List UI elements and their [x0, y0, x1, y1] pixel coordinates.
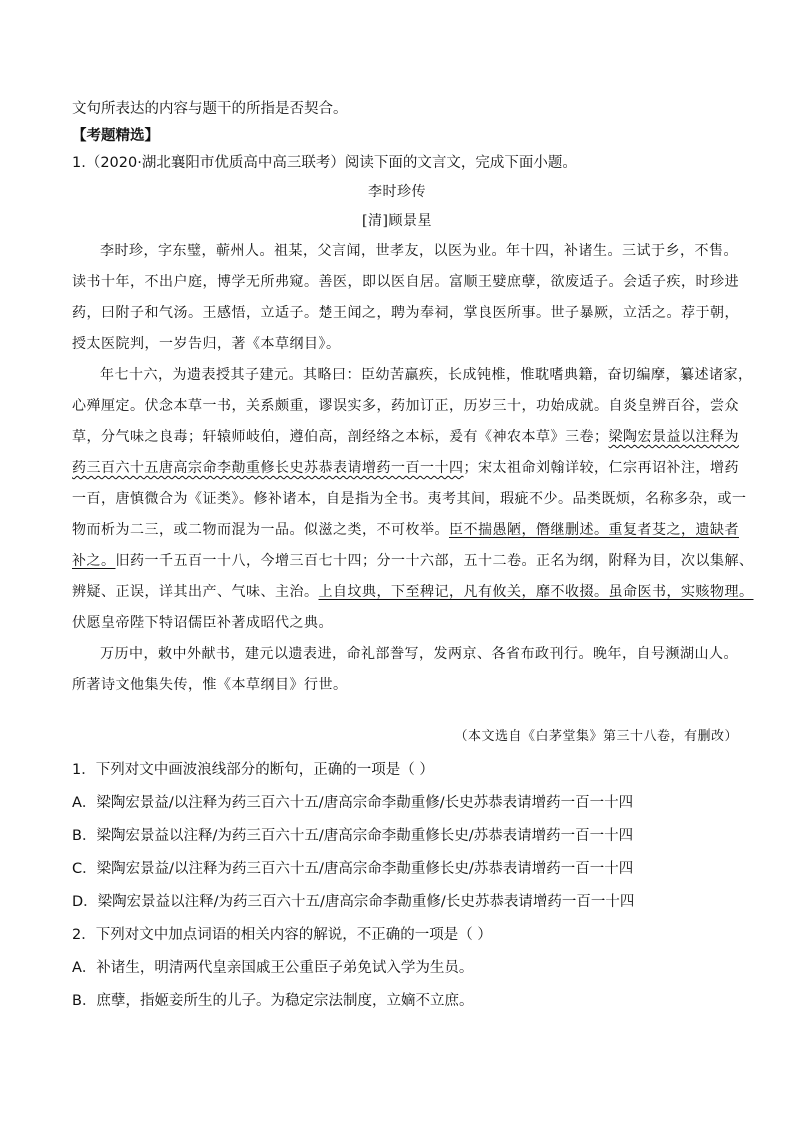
article-line: 伏愿皇帝陛下特诏儒臣补著成昭代之典。 — [72, 615, 333, 631]
underlined-sentence: 上自坟典，下至稗记，凡有攸关，靡不收掇。虽命医书，实赅物理。 — [318, 584, 754, 600]
option-c: C．梁陶宏景益/以注释为药三百六十五/唐高宗命李勣重修长史/苏恭表请增药一百一十四 — [72, 861, 634, 877]
article-author: [清]顾景星 — [362, 213, 432, 229]
option-b: B．庶孽，指姬妾所生的儿子。为稳定宗法制度，立嫡不立庶。 — [72, 993, 474, 1009]
underlined-sentence: 臣不揣愚陋，僭继删述。重复者芟之，遗缺者 — [449, 522, 739, 538]
question-stem: 2．下列对文中加点词语的相关内容的解说，不正确的一项是（ ） — [72, 927, 492, 943]
article-line: 药，曰附子和气汤。王感悟，立适子。楚王闻之，聘为奉祠，掌良医所事。世子暴厥，立活之。荐于朝， — [72, 305, 739, 321]
option-a: A．梁陶宏景益/以注释为药三百六十五/唐高宗命李勣重修/长史苏恭表请增药一百一十四 — [72, 795, 634, 811]
article-line: 授太医院判，一岁告归，著《本草纲目》。 — [72, 336, 341, 352]
section-heading: 【考题精选】 — [72, 128, 159, 144]
intro-text: 文句所表达的内容与题干的所指是否契合。 — [72, 101, 348, 117]
article-line: 心殚厘定。伏念本草一书，关系颇重，谬误实多，药加订正，历岁三十，功始成就。自炎皇辨百谷，尝众 — [72, 398, 739, 414]
article-line — [72, 551, 754, 571]
underlined-sentence: 补之。 — [72, 553, 116, 569]
option-b: B．梁陶宏景益以注释/为药三百六十五/唐高宗命李勣重修长史/苏恭表请增药一百一十四 — [72, 828, 634, 844]
article-text: 草，分气味之良毒；轩辕师岐伯，遵伯高，剖经络之本标，爰有《神农本草》三卷； — [72, 429, 609, 445]
wavy-underlined-text: 梁陶宏景益以注释为 — [608, 429, 739, 445]
article-source: （本文选自《白茅堂集》第三十八卷，有删改） — [454, 729, 738, 744]
article-line — [72, 520, 739, 540]
article-line: 读书十年，不出户庭，博学无所弗窥。善医，即以医自居。富顺王嬖庶孽，欲废适子。会适子疾，时珍进 — [72, 274, 739, 290]
article-text: ；宋太祖命刘翰详较，仁宗再诏补注，增药 — [463, 460, 739, 476]
wavy-underlined-text: 药三百六十五唐高宗命李勣重修长史苏恭表请增药一百一十四 — [72, 460, 464, 476]
article-line — [72, 582, 754, 602]
option-d: D．梁陶宏景益以注释/为药三百六十五/唐高宗命李勣重修/长史苏恭表请增药一百一十四 — [72, 894, 635, 910]
article-line: 李时珍，字东璧，蕲州人。祖某，父言闻，世孝友，以医为业。年十四，补诸生。三试于乡，不售。 — [100, 243, 738, 259]
article-title: 李时珍传 — [368, 184, 426, 200]
article-line: 一百，唐慎微合为《证类》。修补诸本，自是指为全书。夷考其间，瑕疵不少。品类既烦，名称多杂，或一 — [72, 491, 747, 507]
question-stem: 1．下列对文中画波浪线部分的断句，正确的一项是（ ） — [72, 762, 434, 778]
article-line — [72, 427, 739, 447]
article-line: 所著诗文他集失传，惟《本草纲目》行世。 — [72, 677, 348, 693]
article-line: 万历中，敕中外献书，建元以遗表进，命礼部誊写，发两京、各省布政刊行。晚年，自号濒湖山人。 — [100, 646, 738, 662]
article-line — [72, 458, 739, 478]
question-intro: 1.（2020·湖北襄阳市优质高中高三联考）阅读下面的文言文，完成下面小题。 — [72, 155, 577, 171]
option-a: A．补诸生，明清两代皇亲国戚王公重臣子弟免试入学为生员。 — [72, 960, 474, 976]
article-text: 物而析为二三，或二物而混为一品。似滋之类，不可枚举。 — [72, 522, 449, 538]
article-text: 辨疑、正误，详其出产、气味、主治。 — [72, 584, 319, 600]
article-line: 年七十六，为遗表授其子建元。其略曰：臣幼苦羸疾，长成钝椎，惟耽嗜典籍，奋切编摩，纂述诸家， — [100, 367, 753, 383]
article-text: 旧药一千五百一十八，今增三百七十四；分一十六部，五十二卷。正名为纲，附释为目，次以集解、 — [115, 553, 754, 569]
